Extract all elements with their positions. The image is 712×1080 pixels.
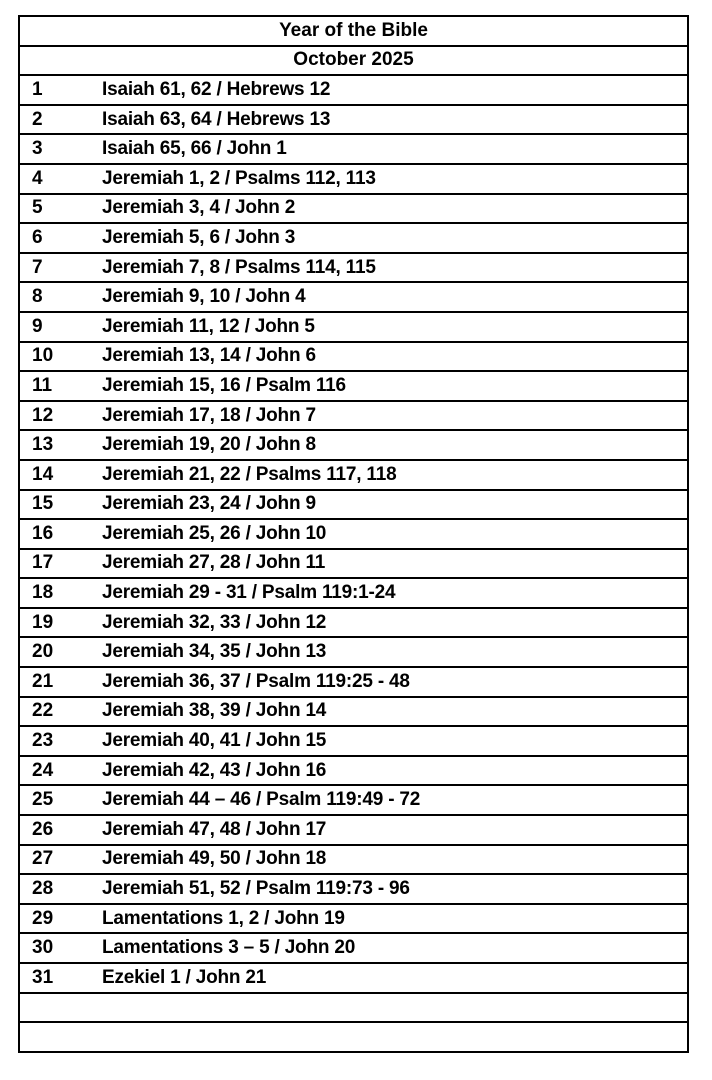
reading-assignment: Jeremiah 13, 14 / John 6 xyxy=(102,345,316,367)
table-row xyxy=(20,757,687,787)
day-number: 23 xyxy=(32,730,54,752)
reading-assignment: Jeremiah 19, 20 / John 8 xyxy=(102,434,316,456)
reading-assignment: Jeremiah 3, 4 / John 2 xyxy=(102,197,296,219)
reading-assignment: Jeremiah 17, 18 / John 7 xyxy=(102,404,316,426)
day-number: 17 xyxy=(32,552,54,574)
day-number: 26 xyxy=(32,818,54,840)
table-title-row xyxy=(20,17,687,47)
day-number: 16 xyxy=(32,522,54,544)
day-number: 9 xyxy=(32,315,43,337)
table-row xyxy=(20,846,687,876)
reading-assignment: Jeremiah 36, 37 / Psalm 119:25 - 48 xyxy=(102,670,410,692)
day-number: 4 xyxy=(32,167,43,189)
table-row xyxy=(20,520,687,550)
reading-assignment: Jeremiah 34, 35 / John 13 xyxy=(102,641,327,663)
reading-assignment: Lamentations 3 – 5 / John 20 xyxy=(102,937,356,959)
day-number: 5 xyxy=(32,197,43,219)
table-row xyxy=(20,76,687,106)
reading-assignment: Isaiah 61, 62 / Hebrews 12 xyxy=(102,78,331,100)
reading-assignment: Jeremiah 27, 28 / John 11 xyxy=(102,552,326,574)
table-row xyxy=(20,165,687,195)
table-row xyxy=(20,786,687,816)
reading-assignment: Jeremiah 29 - 31 / Psalm 119:1-24 xyxy=(102,582,396,604)
day-number: 28 xyxy=(32,878,54,900)
day-number: 8 xyxy=(32,286,43,308)
day-number: 19 xyxy=(32,611,54,633)
table-row xyxy=(20,195,687,225)
table-row xyxy=(20,461,687,491)
table-row xyxy=(20,875,687,905)
day-number: 22 xyxy=(32,700,54,722)
day-number: 31 xyxy=(32,966,54,988)
table-row xyxy=(20,1023,687,1053)
table-row xyxy=(20,254,687,284)
reading-assignment: Jeremiah 23, 24 / John 9 xyxy=(102,493,316,515)
reading-assignment: Isaiah 63, 64 / Hebrews 13 xyxy=(102,108,331,130)
table-row xyxy=(20,934,687,964)
reading-assignment: Jeremiah 21, 22 / Psalms 117, 118 xyxy=(102,463,397,485)
reading-assignment: Jeremiah 44 – 46 / Psalm 119:49 - 72 xyxy=(102,789,421,811)
day-number: 25 xyxy=(32,789,54,811)
table-title: Year of the Bible xyxy=(279,19,428,41)
table-row xyxy=(20,994,687,1024)
reading-assignment: Isaiah 65, 66 / John 1 xyxy=(102,138,287,160)
reading-assignment: Jeremiah 7, 8 / Psalms 114, 115 xyxy=(102,256,376,278)
reading-assignment: Jeremiah 15, 16 / Psalm 116 xyxy=(102,374,346,396)
reading-plan-table xyxy=(18,15,689,1053)
day-number: 7 xyxy=(32,256,43,278)
reading-assignment: Jeremiah 51, 52 / Psalm 119:73 - 96 xyxy=(102,878,410,900)
reading-assignment: Ezekiel 1 / John 21 xyxy=(102,966,267,988)
reading-assignment: Jeremiah 5, 6 / John 3 xyxy=(102,226,296,248)
day-number: 15 xyxy=(32,493,54,515)
table-row xyxy=(20,135,687,165)
day-number: 3 xyxy=(32,138,43,160)
table-month: October 2025 xyxy=(293,49,414,71)
reading-assignment: Jeremiah 1, 2 / Psalms 112, 113 xyxy=(102,167,376,189)
day-number: 1 xyxy=(32,78,43,100)
day-number: 18 xyxy=(32,582,54,604)
table-row xyxy=(20,550,687,580)
table-row xyxy=(20,224,687,254)
table-row xyxy=(20,313,687,343)
reading-assignment: Jeremiah 40, 41 / John 15 xyxy=(102,730,327,752)
day-number: 21 xyxy=(32,670,54,692)
reading-assignment: Jeremiah 49, 50 / John 18 xyxy=(102,848,327,870)
reading-assignment: Lamentations 1, 2 / John 19 xyxy=(102,907,345,929)
reading-assignment: Jeremiah 42, 43 / John 16 xyxy=(102,759,327,781)
day-number: 10 xyxy=(32,345,54,367)
table-row xyxy=(20,343,687,373)
day-number: 13 xyxy=(32,434,54,456)
reading-rows xyxy=(20,76,687,1053)
day-number: 14 xyxy=(32,463,54,485)
day-number: 30 xyxy=(32,937,54,959)
reading-assignment: Jeremiah 38, 39 / John 14 xyxy=(102,700,327,722)
day-number: 2 xyxy=(32,108,43,130)
table-row xyxy=(20,727,687,757)
table-row xyxy=(20,491,687,521)
reading-assignment: Jeremiah 47, 48 / John 17 xyxy=(102,818,327,840)
table-row xyxy=(20,668,687,698)
day-number: 27 xyxy=(32,848,54,870)
day-number: 24 xyxy=(32,759,54,781)
table-row xyxy=(20,698,687,728)
table-row xyxy=(20,431,687,461)
day-number: 6 xyxy=(32,226,43,248)
table-row xyxy=(20,372,687,402)
table-month-row xyxy=(20,47,687,77)
table-row xyxy=(20,283,687,313)
table-row xyxy=(20,816,687,846)
day-number: 29 xyxy=(32,907,54,929)
reading-assignment: Jeremiah 32, 33 / John 12 xyxy=(102,611,327,633)
day-number: 11 xyxy=(32,374,53,396)
day-number: 20 xyxy=(32,641,54,663)
table-row xyxy=(20,638,687,668)
day-number: 12 xyxy=(32,404,54,426)
reading-assignment: Jeremiah 11, 12 / John 5 xyxy=(102,315,315,337)
table-row xyxy=(20,106,687,136)
reading-assignment: Jeremiah 9, 10 / John 4 xyxy=(102,286,306,308)
reading-assignment: Jeremiah 25, 26 / John 10 xyxy=(102,522,327,544)
table-row xyxy=(20,579,687,609)
table-row xyxy=(20,905,687,935)
table-row xyxy=(20,964,687,994)
table-row xyxy=(20,402,687,432)
table-row xyxy=(20,609,687,639)
